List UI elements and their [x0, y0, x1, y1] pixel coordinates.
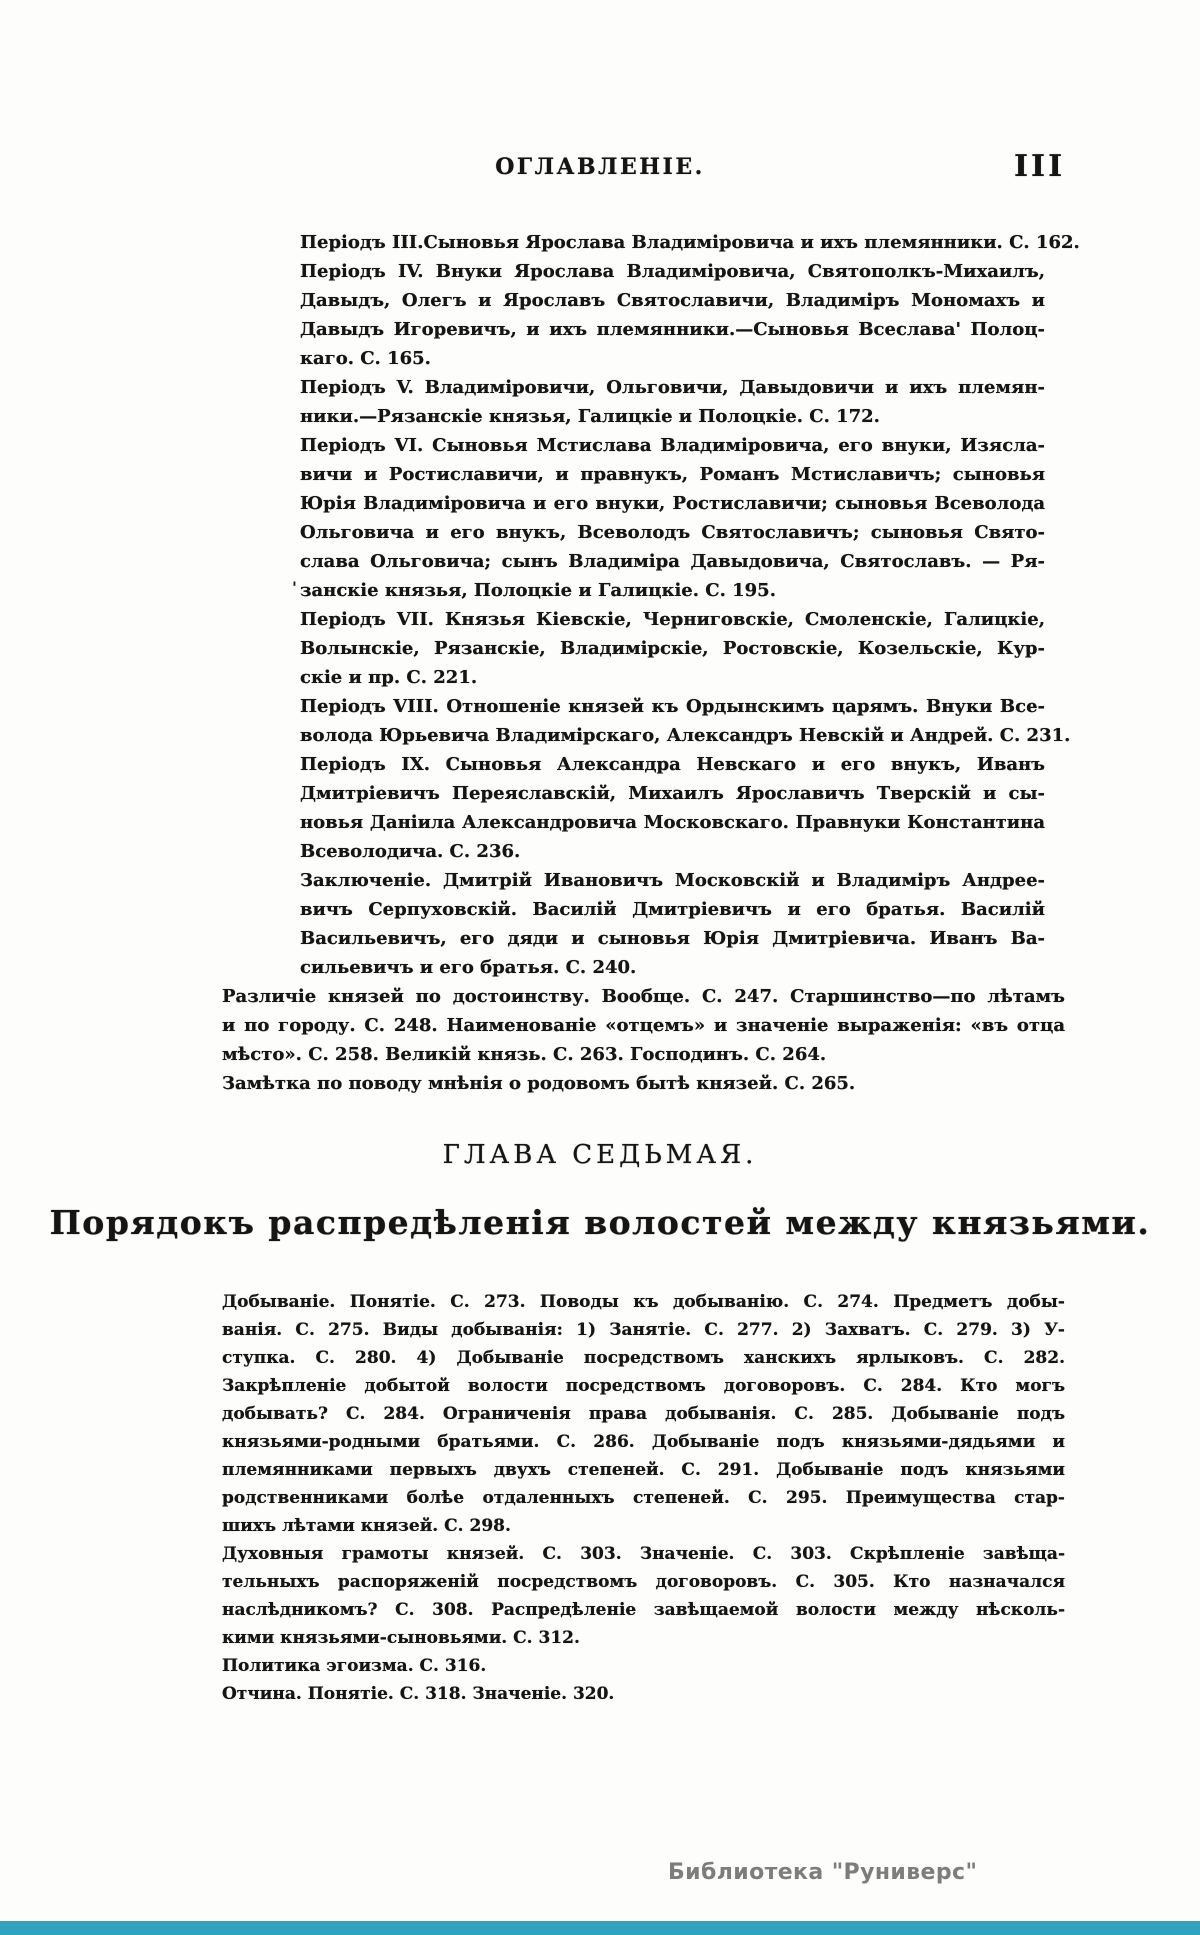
toc-line: Періодъ IX. Сыновья Александра Невскаго и его внукъ, Иванъ — [300, 754, 1045, 775]
toc-entry — [222, 257, 1065, 373]
toc-line: Періодъ V. Владиміровичи, Ольговичи, Давыдовичи и ихъ племян- — [300, 377, 1045, 398]
toc-line: Заключеніе. Дмитрій Ивановичъ Московскій и Владиміръ Андрее- — [300, 870, 1045, 891]
section-line: Отчина. Понятіе. С. 318. Значеніе. 320. — [222, 1684, 615, 1704]
ink-speck: ' — [292, 578, 297, 597]
toc-entry — [222, 866, 1065, 982]
library-watermark: Библиотека "Руниверс" — [668, 1860, 978, 1885]
toc-line: Волынскіе, Рязанскіе, Владимірскіе, Ростовскіе, Козельскіе, Кур- — [300, 638, 1045, 659]
toc-entry — [222, 605, 1065, 692]
page-header-title: ОГЛАВЛЕНІЕ. — [495, 154, 705, 180]
summary-paragraph — [222, 982, 1065, 1069]
chapter-contents — [222, 1288, 1065, 1708]
toc-line: Давыдъ Игоревичъ, и ихъ племянники.—Сыновья Всеслава' Полоц- — [300, 319, 1045, 340]
toc-entry — [222, 692, 1071, 750]
toc-line: занскіе князья, Полоцкіе и Галицкіе. С. 195. — [300, 580, 776, 601]
footer-bar — [0, 1921, 1200, 1935]
toc-line: Періодъ IV. Внуки Ярослава Владиміровича, Святополкъ-Михаилъ, — [300, 261, 1045, 282]
toc-line: Всеволодича. С. 236. — [300, 841, 521, 862]
toc-entry — [222, 750, 1065, 866]
section-line: ступка. С. 280. 4) Добываніе посредствомъ ханскихъ ярлыковъ. С. 282. — [222, 1348, 1065, 1368]
page-number: III — [1014, 149, 1066, 184]
toc-entry — [222, 431, 1065, 605]
section-line: кими князьями-сыновьями. С. 312. — [222, 1628, 580, 1648]
chapter-title: Порядокъ распредѣленія волостей между князьями. — [49, 1203, 1151, 1242]
toc-line: каго. С. 165. — [300, 348, 431, 369]
paragraph-line: Замѣтка по поводу мнѣнія о родовомъ бытѣ князей. С. 265. — [222, 1073, 856, 1094]
toc-line: ники.—Рязанскіе князья, Галицкіе и Полоцкіе. С. 172. — [300, 406, 880, 427]
table-of-contents — [222, 228, 1080, 1098]
section-line: племянниками первыхъ двухъ степеней. С. 291. Добываніе подъ князьями — [222, 1460, 1065, 1480]
section-line: Добываніе. Понятіе. С. 273. Поводы къ добыванію. С. 274. Предметъ добы- — [222, 1292, 1065, 1312]
toc-line: Ольговича и его внукъ, Всеволодъ Святославичъ; сыновья Свято- — [300, 522, 1045, 543]
section-paragraph — [222, 1540, 1065, 1652]
toc-line: Періодъ VIII. Отношеніе князей къ Ордынскимъ царямъ. Внуки Все- — [300, 696, 1045, 717]
toc-line: вичи и Ростиславичи, и правнукъ, Романъ Мстиславичъ; сыновья — [300, 464, 1045, 485]
section-line: добывать? С. 284. Ограниченія права добыванія. С. 285. Добываніе подъ — [222, 1404, 1065, 1424]
toc-line: сильевичъ и его братья. С. 240. — [300, 957, 637, 978]
toc-line: Дмитріевичъ Переяславскій, Михаилъ Ярославичъ Тверскій и сы- — [300, 783, 1045, 804]
section-line: наслѣдникомъ? С. 308. Распредѣленіе завѣщаемой волости между нѣсколь- — [222, 1600, 1065, 1620]
section-line: Духовныя грамоты князей. С. 303. Значеніе. С. 303. Скрѣпленіе завѣща- — [222, 1544, 1065, 1564]
toc-line: скіе и пр. С. 221. — [300, 667, 478, 688]
chapter-heading: ГЛАВА СЕДЬМАЯ. — [442, 1140, 758, 1170]
paragraph-line: Различіе князей по достоинству. Вообще. С. 247. Старшинство—по лѣтамъ — [222, 986, 1065, 1007]
toc-line: слава Ольговича; сынъ Владиміра Давыдовича, Святославъ. — Ря- — [300, 551, 1045, 572]
section-line: Политика эгоизма. С. 316. — [222, 1656, 487, 1676]
note-paragraph — [222, 1069, 1065, 1098]
paragraph-line: и по городу. С. 248. Наименованіе «отцемъ» и значеніе выраженія: «въ отца — [222, 1015, 1065, 1036]
section-line: Закрѣпленіе добытой волости посредствомъ договоровъ. С. 284. Кто могъ — [222, 1376, 1065, 1396]
toc-line: Васильевичъ, его дяди и сыновья Юрія Дмитріевича. Иванъ Ва- — [300, 928, 1045, 949]
toc-entry — [222, 373, 1065, 431]
section-line: тельныхъ распоряженій посредствомъ договоровъ. С. 305. Кто назначался — [222, 1572, 1065, 1592]
section-paragraph — [222, 1288, 1065, 1540]
section-line: ванія. С. 275. Виды добыванія: 1) Занятіе. С. 277. 2) Захватъ. С. 279. 3) У- — [222, 1320, 1065, 1340]
section-paragraph — [222, 1680, 1065, 1708]
toc-line: новья Даніила Александровича Московскаго. Правнуки Константина — [300, 812, 1045, 833]
toc-line: Давыдъ, Олегъ и Ярославъ Святославичи, Владиміръ Мономахъ и — [300, 290, 1045, 311]
section-paragraph — [222, 1652, 1065, 1680]
toc-line: Періодъ VI. Сыновья Мстислава Владиміровича, его внуки, Изясла- — [300, 435, 1045, 456]
toc-line: волода Юрьевича Владимірскаго, Александръ Невскій и Андрей. С. 231. — [300, 725, 1071, 746]
section-line: шихъ лѣтами князей. С. 298. — [222, 1516, 511, 1536]
section-line: князьями-родными братьями. С. 286. Добываніе подъ князьями-дядьями и — [222, 1432, 1065, 1452]
toc-line: Юрія Владиміровича и его внуки, Ростиславичи; сыновья Всеволода — [300, 493, 1045, 514]
section-line: родственниками болѣе отдаленныхъ степеней. С. 295. Преимущества стар- — [222, 1488, 1065, 1508]
toc-line: Періодъ VII. Князья Кіевскіе, Черниговскіе, Смоленскіе, Галицкіе, — [300, 609, 1045, 630]
toc-entry — [222, 228, 1080, 257]
paragraph-line: мѣсто». С. 258. Великій князь. С. 263. Господинъ. С. 264. — [222, 1044, 827, 1065]
toc-line: вичъ Серпуховскій. Василій Дмитріевичъ и его братья. Василій — [300, 899, 1045, 920]
toc-line: Періодъ III.Сыновья Ярослава Владиміровича и ихъ племянники. С. 162. — [300, 232, 1080, 253]
